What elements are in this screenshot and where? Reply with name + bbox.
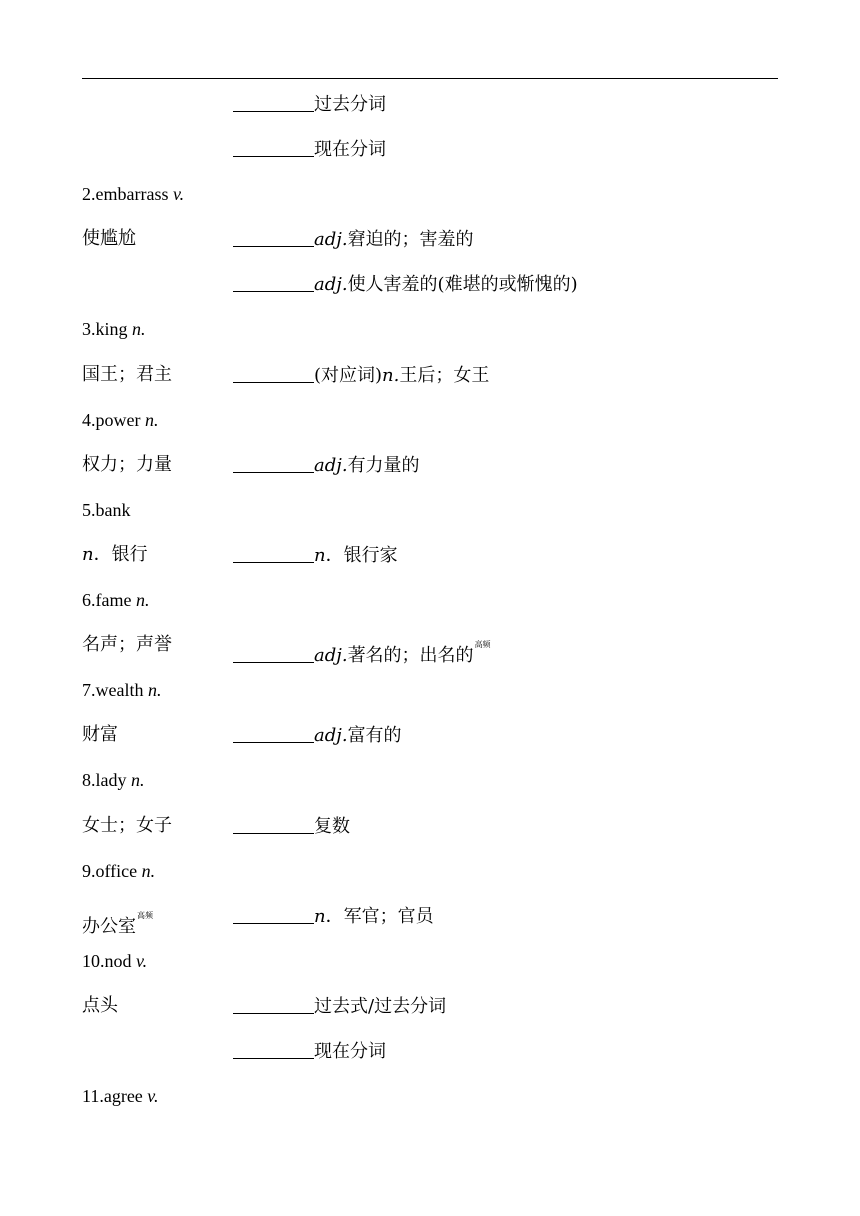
entry-heading: 11.agree v.	[82, 1086, 159, 1107]
entry-heading: 8.lady n.	[82, 770, 145, 791]
list-item: adj.使人害羞的(难堪的或惭愧的)	[82, 262, 778, 307]
list-item: 名声；声誉 adj.著名的；出名的$^{高频}$	[82, 634, 491, 667]
answer-blank[interactable]	[233, 138, 314, 157]
list-item: n．银行 n．银行家	[82, 543, 398, 566]
answer-blank[interactable]	[233, 1040, 314, 1059]
high-frequency-tag: 高频	[474, 640, 491, 650]
list-item: 财富 adj.富有的	[82, 724, 402, 747]
header-rule	[82, 78, 778, 79]
list-item: 过去分词	[82, 82, 778, 127]
answer-blank[interactable]	[233, 905, 314, 924]
answer-blank[interactable]	[233, 995, 314, 1014]
answer-blank[interactable]	[233, 454, 314, 473]
list-item: 权力；力量 adj.有力量的	[82, 453, 420, 476]
list-item: 国王；君主 (对应词)n.王后；女王	[82, 363, 490, 386]
entry-heading: 10.nod v.	[82, 950, 148, 971]
entry-heading: 7.wealth n.	[82, 680, 162, 701]
entry-heading: 9.office n.	[82, 860, 156, 881]
list-item: 现在分词	[82, 127, 778, 172]
answer-blank[interactable]	[233, 544, 314, 563]
answer-blank[interactable]	[233, 815, 314, 834]
answer-blank[interactable]	[233, 93, 314, 112]
answer-blank[interactable]	[233, 273, 314, 292]
list-item: 办公室$^{高频}$ n．军官；官员	[82, 905, 434, 937]
entry-heading: 2.embarrass v.	[82, 184, 185, 205]
entry-heading: 5.bank	[82, 499, 131, 520]
entry-heading: 6.fame n.	[82, 590, 150, 611]
entry-heading: 3.king n.	[82, 319, 146, 340]
high-frequency-tag: 高频	[137, 910, 153, 920]
list-item: 女士；女子 复数	[82, 814, 350, 837]
answer-blank[interactable]	[233, 644, 314, 663]
answer-blank[interactable]	[233, 364, 314, 383]
vocabulary-list	[82, 82, 778, 1119]
entry-heading: 4.power n.	[82, 409, 159, 430]
list-item: 点头 过去式/过去分词	[82, 994, 447, 1017]
answer-blank[interactable]	[233, 724, 314, 743]
list-item: 现在分词	[82, 1029, 778, 1074]
answer-blank[interactable]	[233, 228, 314, 247]
list-item: 使尴尬 adj.窘迫的；害羞的	[82, 228, 474, 251]
